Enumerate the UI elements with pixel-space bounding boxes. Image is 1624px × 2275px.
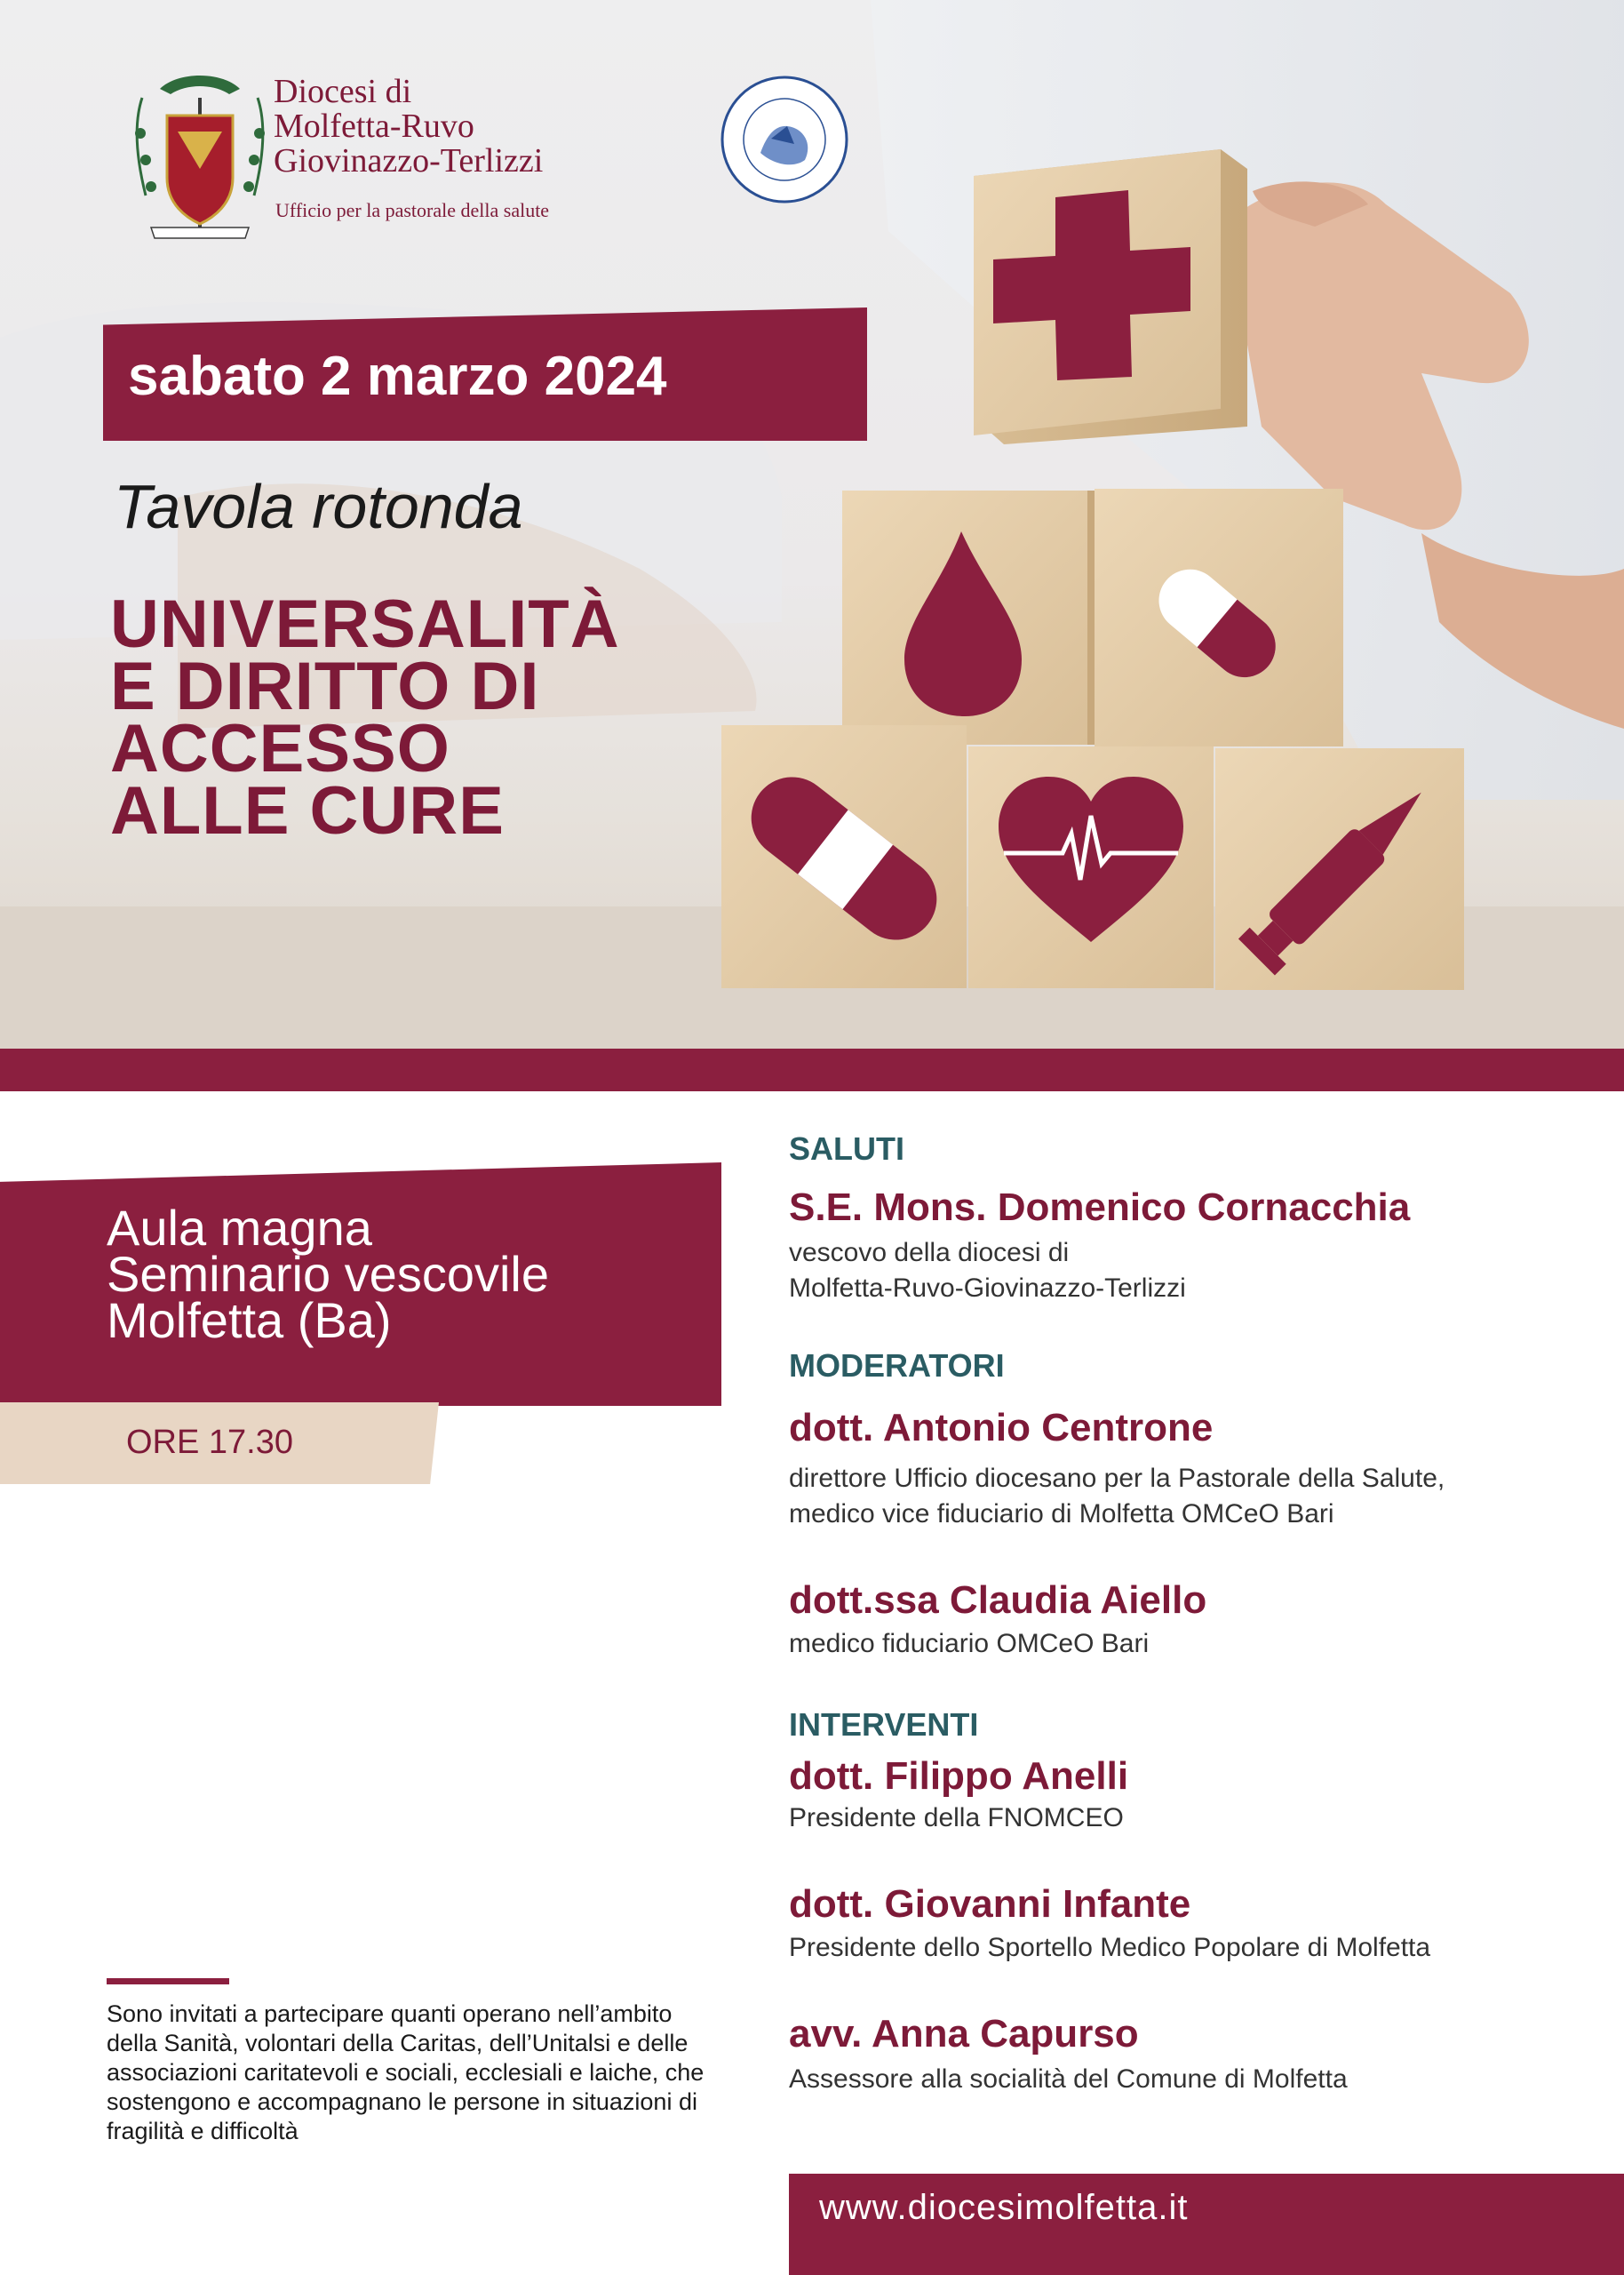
role-line: Molfetta-Ruvo-Giovinazzo-Terlizzi [789, 1273, 1186, 1303]
hero-section [0, 0, 1624, 1049]
venue-line: Molfetta (Ba) [107, 1292, 392, 1348]
venue-line: Seminario vescovile [107, 1246, 549, 1302]
speaker-name: dott.ssa Claudia Aiello [789, 1578, 1207, 1622]
section-heading-interventi: INTERVENTI [789, 1706, 979, 1743]
speaker-role [789, 1626, 1149, 1662]
title-line: E DIRITTO DI [110, 649, 540, 724]
speaker-role [789, 1800, 1124, 1836]
office-name: Ufficio per la pastorale della salute [275, 199, 550, 221]
website-link[interactable]: www.diocesimolfetta.it [819, 2188, 1189, 2227]
speaker-name: dott. Giovanni Infante [789, 1882, 1191, 1926]
role-line: Presidente dello Sportello Medico Popolare di Molfetta [789, 1933, 1431, 1962]
speaker-role [789, 2062, 1348, 2097]
block-cross [974, 149, 1247, 444]
role-line: vescovo della diocesi di [789, 1238, 1070, 1267]
title-line: ACCESSO [110, 711, 450, 786]
role-line: direttore Ufficio diocesano per la Pastorale della Salute, [789, 1464, 1445, 1493]
speaker-name: avv. Anna Capurso [789, 2012, 1139, 2055]
event-date: sabato 2 marzo 2024 [128, 346, 667, 407]
hero-divider-band [0, 1049, 1624, 1091]
omceo-seal-icon [720, 75, 849, 204]
role-line: medico vice fiduciario di Molfetta OMCeO Bari [789, 1499, 1334, 1529]
title-line: UNIVERSALITÀ [110, 587, 620, 662]
section-heading-moderatori: MODERATORI [789, 1347, 1005, 1384]
diocese-line-1: Diocesi di [274, 73, 412, 110]
venue-address [107, 1200, 549, 1348]
event-subtitle: Tavola rotonda [114, 472, 523, 541]
invite-divider [107, 1978, 229, 1984]
section-heading-saluti: SALUTI [789, 1130, 904, 1167]
role-line: medico fiduciario OMCeO Bari [789, 1629, 1150, 1658]
speaker-role [789, 1461, 1445, 1532]
speaker-name: S.E. Mons. Domenico Cornacchia [789, 1185, 1411, 1229]
speaker-role [789, 1235, 1186, 1306]
block-pill [1095, 489, 1343, 746]
coat-of-arms-icon [124, 62, 275, 258]
diocese-name [274, 75, 543, 179]
role-line: Assessore alla socialità del Comune di Molfetta [789, 2064, 1348, 2094]
block-heart [968, 746, 1214, 988]
event-time: ORE 17.30 [126, 1424, 293, 1461]
venue-line: Aula magna [107, 1200, 372, 1256]
title-line: ALLE CURE [110, 773, 505, 849]
block-syringe [1215, 748, 1464, 990]
speaker-role [789, 1930, 1430, 1966]
invite-text: Sono invitati a partecipare quanti operano nell’ambito della Sanità, volontari della Caritas, dell’Unitalsi e delle associazioni caritatevoli e sociali, ecclesiali e laiche, che sostengono e accompagnano le persone in situazioni di fragilità e difficoltà [107, 2000, 705, 2144]
diocese-line-3: Giovinazzo-Terlizzi [274, 142, 544, 180]
speaker-name: dott. Antonio Centrone [789, 1406, 1214, 1449]
block-drop [842, 491, 1095, 745]
block-bandage [721, 725, 967, 988]
speaker-name: dott. Filippo Anelli [789, 1754, 1129, 1798]
diocese-line-2: Molfetta-Ruvo [274, 108, 474, 145]
role-line: Presidente della FNOMCEO [789, 1803, 1124, 1832]
event-title [110, 587, 620, 849]
